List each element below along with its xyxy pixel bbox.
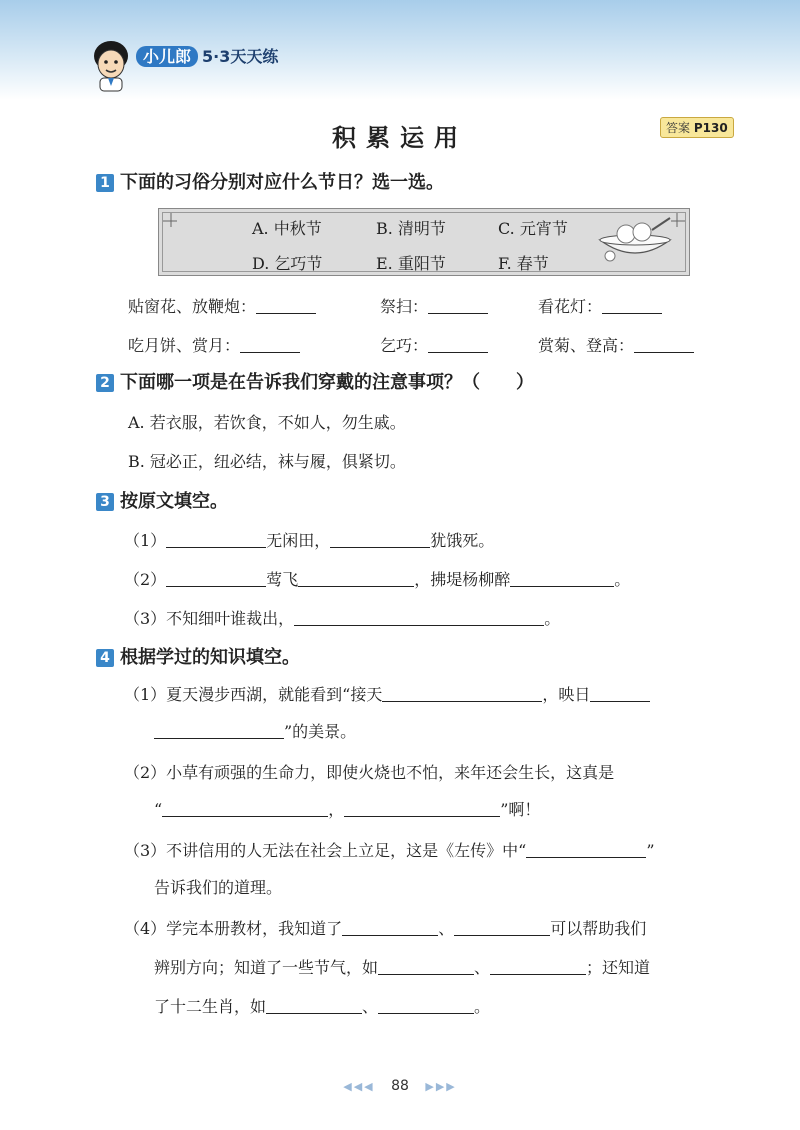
fill-line-q3-1 xyxy=(124,528,494,551)
answer-blank[interactable] xyxy=(298,572,414,587)
choice-a[interactable]: A. 若衣服，若饮食，不如人，勿生戚。 xyxy=(128,413,406,432)
option-c: C. 元宵节 xyxy=(498,219,568,238)
line-text: （2） xyxy=(124,570,167,589)
answer-blank[interactable] xyxy=(294,611,544,626)
answer-blank[interactable] xyxy=(344,802,500,817)
answer-blank[interactable] xyxy=(428,299,488,314)
fill-line-6 xyxy=(538,333,694,356)
question-1 xyxy=(96,168,444,194)
line-text: 犹饿死。 xyxy=(430,531,495,550)
corner-ornament-icon xyxy=(163,213,177,227)
answer-reference xyxy=(660,117,734,138)
answer-blank[interactable] xyxy=(602,299,662,314)
fill-line-q4-4b xyxy=(154,955,650,978)
line-text: （1） xyxy=(124,531,167,550)
option-e: E. 重阳节 xyxy=(376,254,446,273)
fill-line-q3-2 xyxy=(124,567,630,590)
choice-b[interactable]: B. 冠必正，纽必结，袜与履，俱紧切。 xyxy=(128,452,406,471)
answer-blank[interactable] xyxy=(526,843,646,858)
page-title: 积累运用 xyxy=(332,124,468,152)
question-number-3: 3 xyxy=(96,493,114,511)
answer-blank[interactable] xyxy=(240,338,300,353)
line-text: 、 xyxy=(438,919,455,938)
answer-blank[interactable] xyxy=(162,802,328,817)
fill-line-q3-3 xyxy=(124,606,560,629)
page-number-value: 88 xyxy=(391,1078,409,1094)
blank-label: 乞巧： xyxy=(380,336,429,355)
brand-name: 小儿郎 xyxy=(136,46,198,67)
question-2-text: 下面哪一项是在告诉我们穿戴的注意事项？（ ） xyxy=(120,372,534,393)
line-text: 。 xyxy=(474,997,491,1016)
answer-blank[interactable] xyxy=(490,960,586,975)
line-text: （3）不知细叶谁裁出， xyxy=(124,609,295,628)
line-text: ， xyxy=(328,800,345,819)
option-f: F. 春节 xyxy=(498,254,549,273)
page-next-arrows-icon: ▶▶▶ xyxy=(425,1080,457,1093)
option-b: B. 清明节 xyxy=(376,219,446,238)
fill-line-5 xyxy=(380,333,488,356)
brand-subtitle: 5·3天天练 xyxy=(202,47,279,66)
option-a: A. 中秋节 xyxy=(252,219,322,238)
fill-line-q4-2a: （2）小草有顽强的生命力，即使火烧也不怕，来年还会生长，这真是 xyxy=(124,763,615,782)
answer-blank[interactable] xyxy=(590,687,650,702)
page-number xyxy=(0,1078,800,1094)
fill-line-q4-1b xyxy=(154,719,356,742)
fill-line-q4-2b xyxy=(154,797,540,820)
answer-blank[interactable] xyxy=(382,687,542,702)
answer-blank[interactable] xyxy=(266,999,362,1014)
question-number-1: 1 xyxy=(96,174,114,192)
option-d: D. 乞巧节 xyxy=(252,254,323,273)
line-text: （1）夏天漫步西湖，就能看到“接天 xyxy=(124,685,383,704)
question-4 xyxy=(96,643,300,669)
answer-blank[interactable] xyxy=(330,533,430,548)
line-text: ”的美景。 xyxy=(284,722,357,741)
boy-mascot-icon xyxy=(88,36,134,92)
line-text: 了十二生肖，如 xyxy=(154,997,267,1016)
fill-line-2 xyxy=(380,294,488,317)
line-text: 无闲田， xyxy=(266,531,331,550)
question-1-text: 下面的习俗分别对应什么节日？选一选。 xyxy=(120,172,444,193)
answer-blank[interactable] xyxy=(454,921,550,936)
answer-blank[interactable] xyxy=(166,533,266,548)
rice-dumpling-bowl-icon xyxy=(596,214,674,264)
question-3-text: 按原文填空。 xyxy=(120,491,228,512)
line-text: 、 xyxy=(362,997,379,1016)
blank-label: 贴窗花、放鞭炮： xyxy=(128,297,257,316)
page-prev-arrows-icon: ◀◀◀ xyxy=(343,1080,375,1093)
line-text: ” xyxy=(646,841,655,860)
line-text: ；还知道 xyxy=(586,958,651,977)
fill-line-q4-4a xyxy=(124,916,646,939)
fill-line-q4-3b: 告诉我们的道理。 xyxy=(154,878,283,897)
question-number-2: 2 xyxy=(96,374,114,392)
brand-logo xyxy=(136,44,278,67)
answer-blank[interactable] xyxy=(634,338,694,353)
answer-blank[interactable] xyxy=(154,724,284,739)
fill-line-q4-3a xyxy=(124,838,655,861)
blank-label: 祭扫： xyxy=(380,297,429,316)
fill-line-3 xyxy=(538,294,662,317)
line-text: 莺飞 xyxy=(266,570,299,589)
blank-label: 赏菊、登高： xyxy=(538,336,635,355)
line-text: ，映日 xyxy=(542,685,591,704)
line-text: 。 xyxy=(614,570,631,589)
fill-line-4 xyxy=(128,333,300,356)
question-3 xyxy=(96,487,228,513)
answer-blank[interactable] xyxy=(378,999,474,1014)
answer-label: 答案 xyxy=(666,121,691,135)
blank-label: 看花灯： xyxy=(538,297,603,316)
answer-blank[interactable] xyxy=(428,338,488,353)
answer-blank[interactable] xyxy=(378,960,474,975)
answer-blank[interactable] xyxy=(342,921,438,936)
line-text: 、 xyxy=(474,958,491,977)
line-text: 辨别方向；知道了一些节气，如 xyxy=(154,958,379,977)
fill-line-q4-1a xyxy=(124,682,650,705)
answer-page: P130 xyxy=(693,121,728,135)
blank-label: 吃月饼、赏月： xyxy=(128,336,241,355)
question-number-4: 4 xyxy=(96,649,114,667)
fill-line-q4-4c xyxy=(154,994,490,1017)
line-text: ，拂堤杨柳醉 xyxy=(414,570,511,589)
line-text: （4）学完本册教材，我知道了 xyxy=(124,919,343,938)
answer-blank[interactable] xyxy=(166,572,266,587)
line-text: ”啊！ xyxy=(500,800,541,819)
line-text: （3）不讲信用的人无法在社会上立足，这是《左传》中“ xyxy=(124,841,527,860)
question-4-text: 根据学过的知识填空。 xyxy=(120,647,300,668)
question-2 xyxy=(96,368,534,394)
line-text: 。 xyxy=(544,609,561,628)
answer-blank[interactable] xyxy=(510,572,614,587)
line-text: “ xyxy=(154,800,163,819)
line-text: 可以帮助我们 xyxy=(550,919,647,938)
fill-line-1 xyxy=(128,294,316,317)
answer-blank[interactable] xyxy=(256,299,316,314)
